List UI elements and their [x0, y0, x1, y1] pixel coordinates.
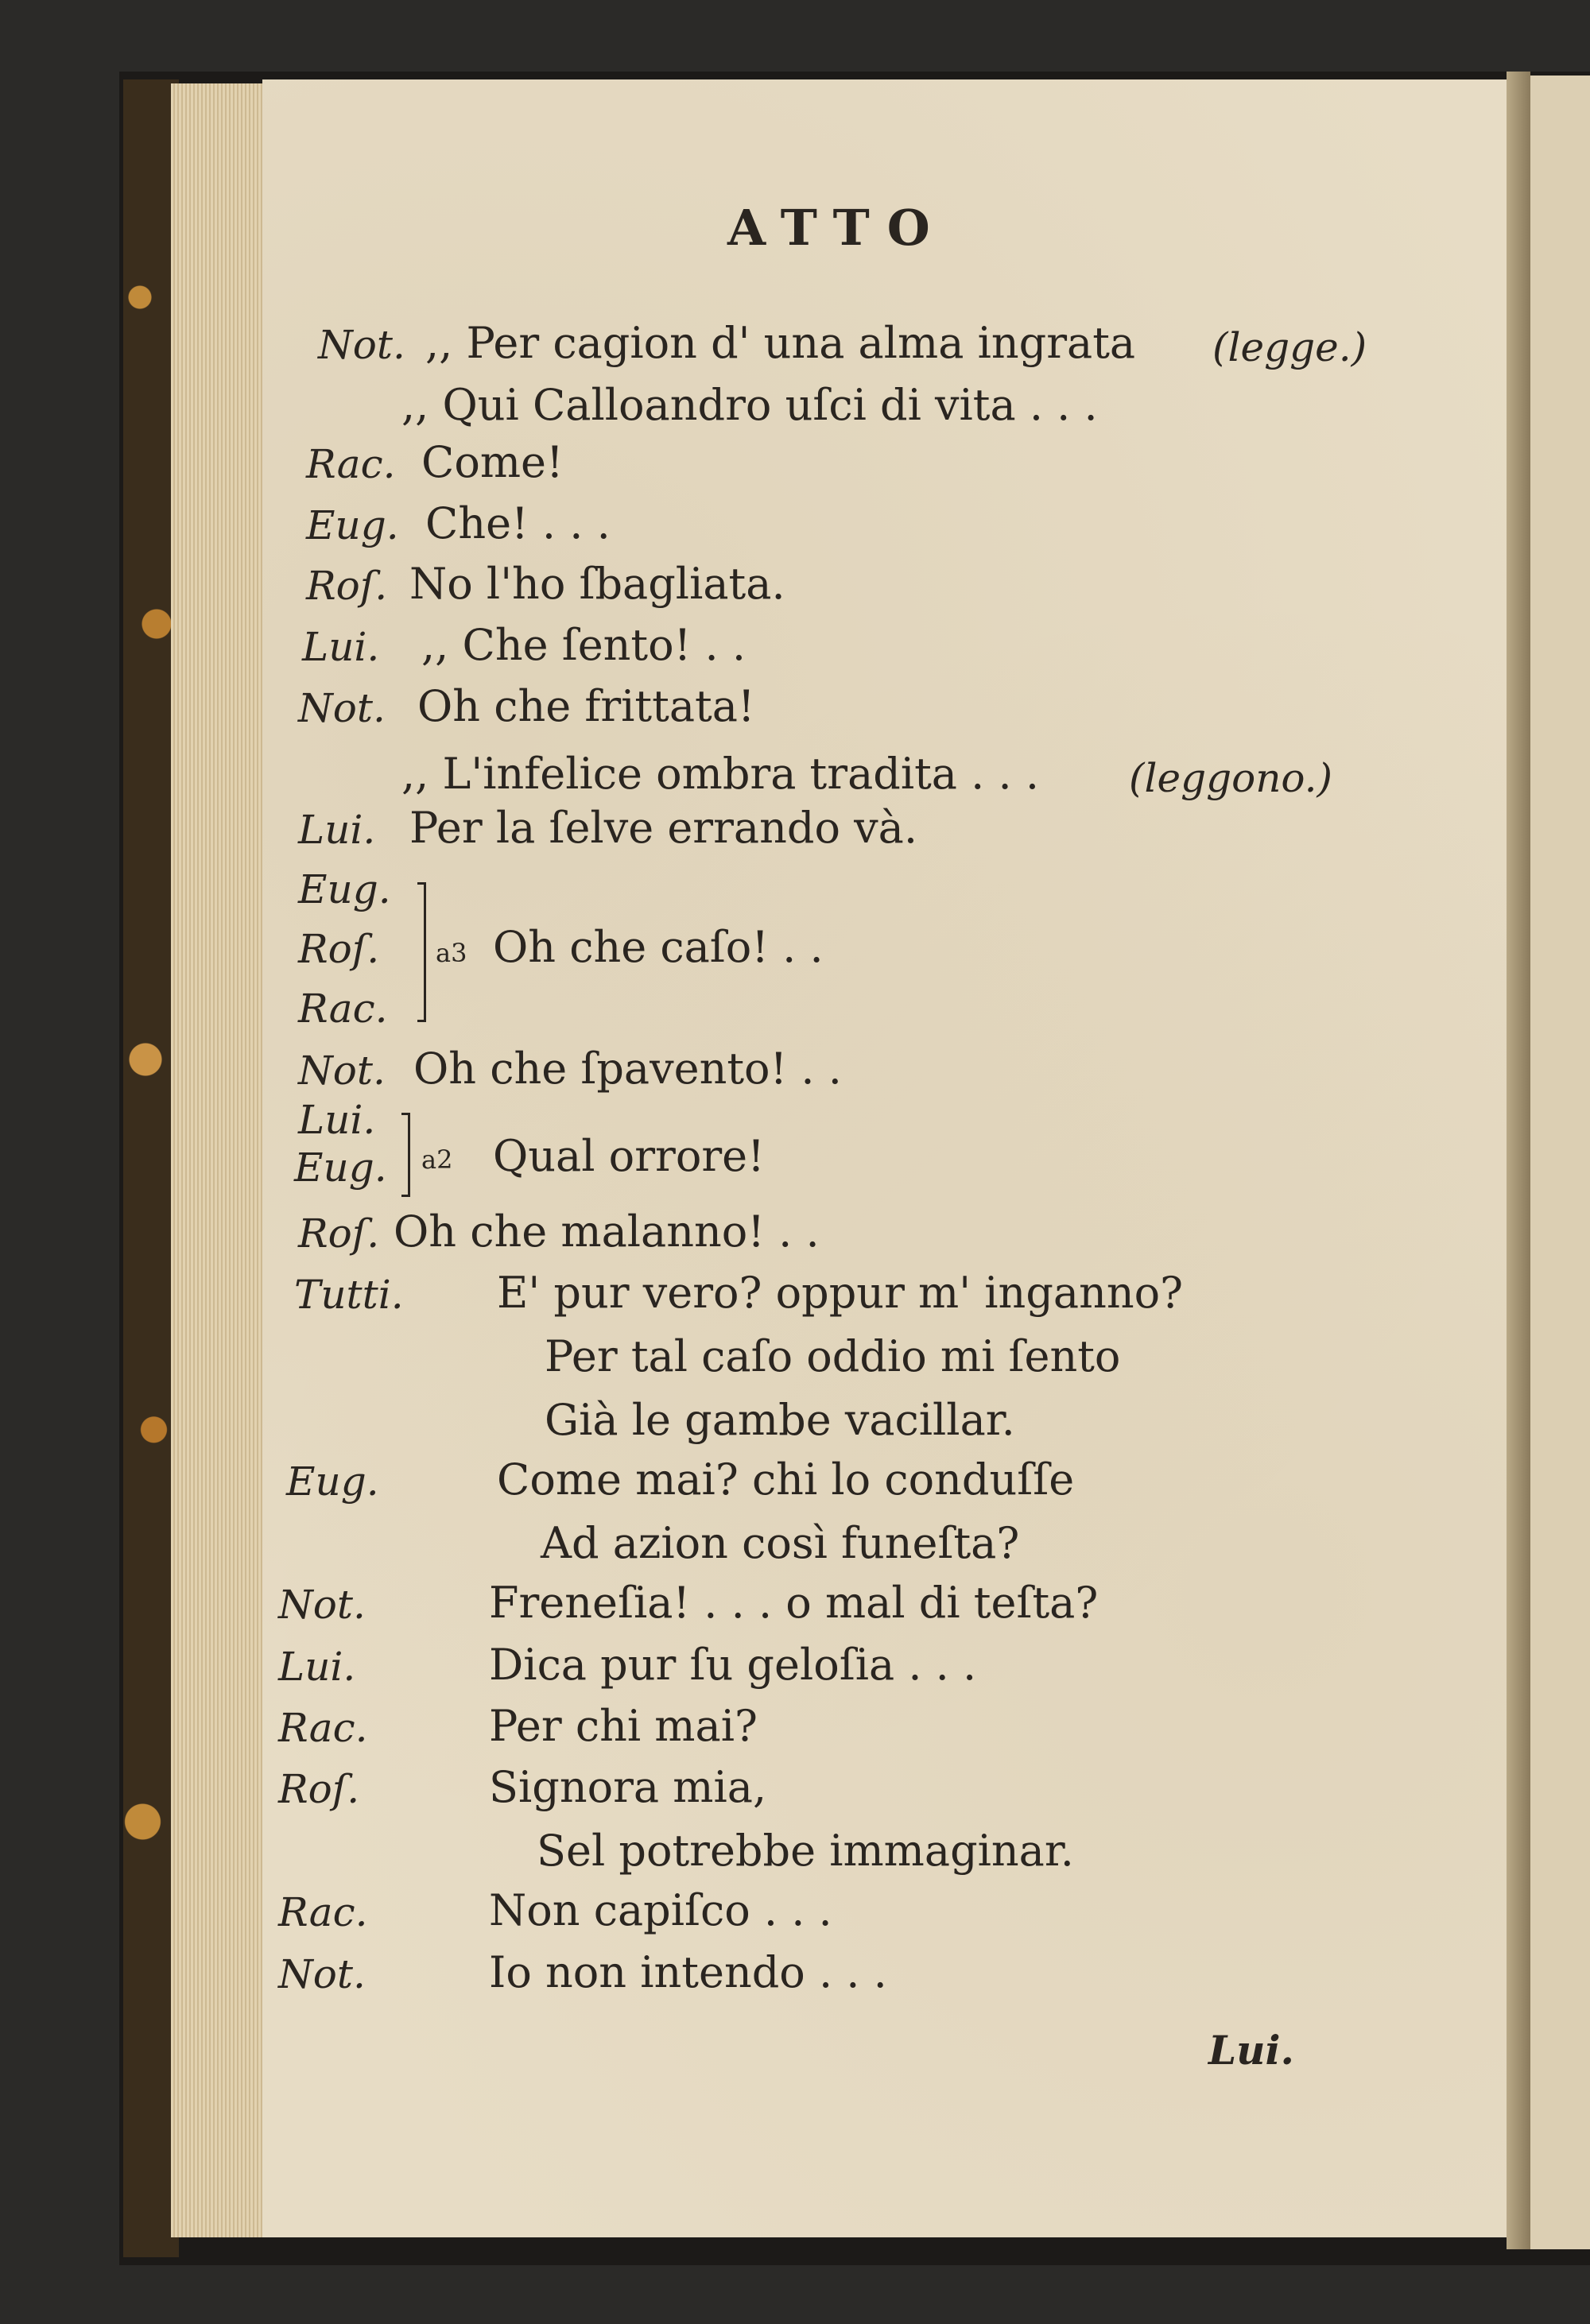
speaker: Roſ.: [278, 1766, 360, 1812]
verse-line: Dica pur ſu geloſia . . .: [489, 1640, 977, 1690]
verse-line: Come mai? chi lo conduſſe: [497, 1454, 1075, 1505]
speaker: Not.: [298, 1048, 386, 1094]
speaker: Lui.: [278, 1644, 356, 1690]
gutter: [1507, 72, 1530, 2249]
verse-line: No l'ho ſbagliata.: [409, 559, 785, 609]
verse-line: Ad azion così funeſta?: [541, 1518, 1020, 1568]
speaker: Roſ.: [298, 926, 380, 972]
speaker: Rac.: [278, 1705, 368, 1751]
stage-direction: (legge.): [1212, 324, 1367, 370]
speaker: Roſ.: [298, 1210, 380, 1257]
verse-line: Oh che caſo! . .: [493, 922, 824, 972]
verse-line: ,, Qui Calloandro uſci di vita . . .: [401, 380, 1098, 430]
verse-line: Come!: [421, 437, 564, 487]
speaker: Not.: [298, 685, 386, 731]
verse-line: ,, L'infelice ombra tradita . . .: [401, 749, 1039, 799]
ensemble-label: a2: [421, 1145, 453, 1175]
speaker: Not.: [318, 322, 405, 368]
catchword: Lui.: [1208, 2027, 1294, 2074]
verse-line: Oh che malanno! . .: [394, 1207, 820, 1257]
verse-line: Qual orrore!: [493, 1131, 765, 1181]
verse-line: E' pur vero? oppur m' inganno?: [497, 1268, 1184, 1318]
verse-line: Per chi mai?: [489, 1701, 758, 1751]
verse-line: Freneſia! . . . o mal di teſta?: [489, 1578, 1099, 1628]
speaker: Not.: [278, 1582, 366, 1628]
verse-line: Oh che frittata!: [417, 681, 755, 731]
verse-line: Già le gambe vacillar.: [545, 1395, 1015, 1445]
speaker: Eug.: [298, 866, 391, 912]
ensemble-label: a3: [436, 938, 467, 968]
stage-direction: (leggono.): [1129, 755, 1333, 801]
facing-page-edge: [1530, 76, 1590, 2249]
verse-line: Signora mia,: [489, 1762, 767, 1812]
speaker: Rac.: [306, 441, 396, 487]
speaker: Not.: [278, 1951, 366, 1997]
speaker: Rac.: [278, 1889, 368, 1935]
speaker: Lui.: [302, 624, 380, 670]
speaker: Roſ.: [306, 563, 388, 609]
verse-line: Sel potrebbe immaginar.: [537, 1826, 1074, 1876]
verse-line: Io non intendo . . .: [489, 1947, 887, 1997]
speaker: Rac.: [298, 986, 388, 1032]
verse-line: ,, Per cagion d' una alma ingrata: [425, 318, 1136, 368]
page-edges: [171, 83, 266, 2237]
verse-line: Non capiſco . . .: [489, 1885, 832, 1935]
speaker-bracket: [417, 882, 426, 1022]
verse-line: ,, Che ſento! . .: [421, 620, 747, 670]
speaker: Eug.: [306, 502, 399, 548]
verse-line: Oh che ſpavento! . .: [413, 1044, 842, 1094]
verse-line: Che! . . .: [425, 498, 611, 548]
speaker: Eug.: [294, 1145, 387, 1191]
speaker: Lui.: [298, 1097, 376, 1143]
speaker: Eug.: [286, 1458, 379, 1505]
verse-line: Per la ſelve errando và.: [409, 803, 917, 853]
verse-line: Per tal caſo oddio mi ſento: [545, 1331, 1121, 1381]
speaker: Lui.: [298, 807, 376, 853]
speaker-bracket: [401, 1113, 410, 1197]
speaker: Tutti.: [294, 1272, 404, 1318]
page-header: ATTO: [727, 199, 948, 257]
